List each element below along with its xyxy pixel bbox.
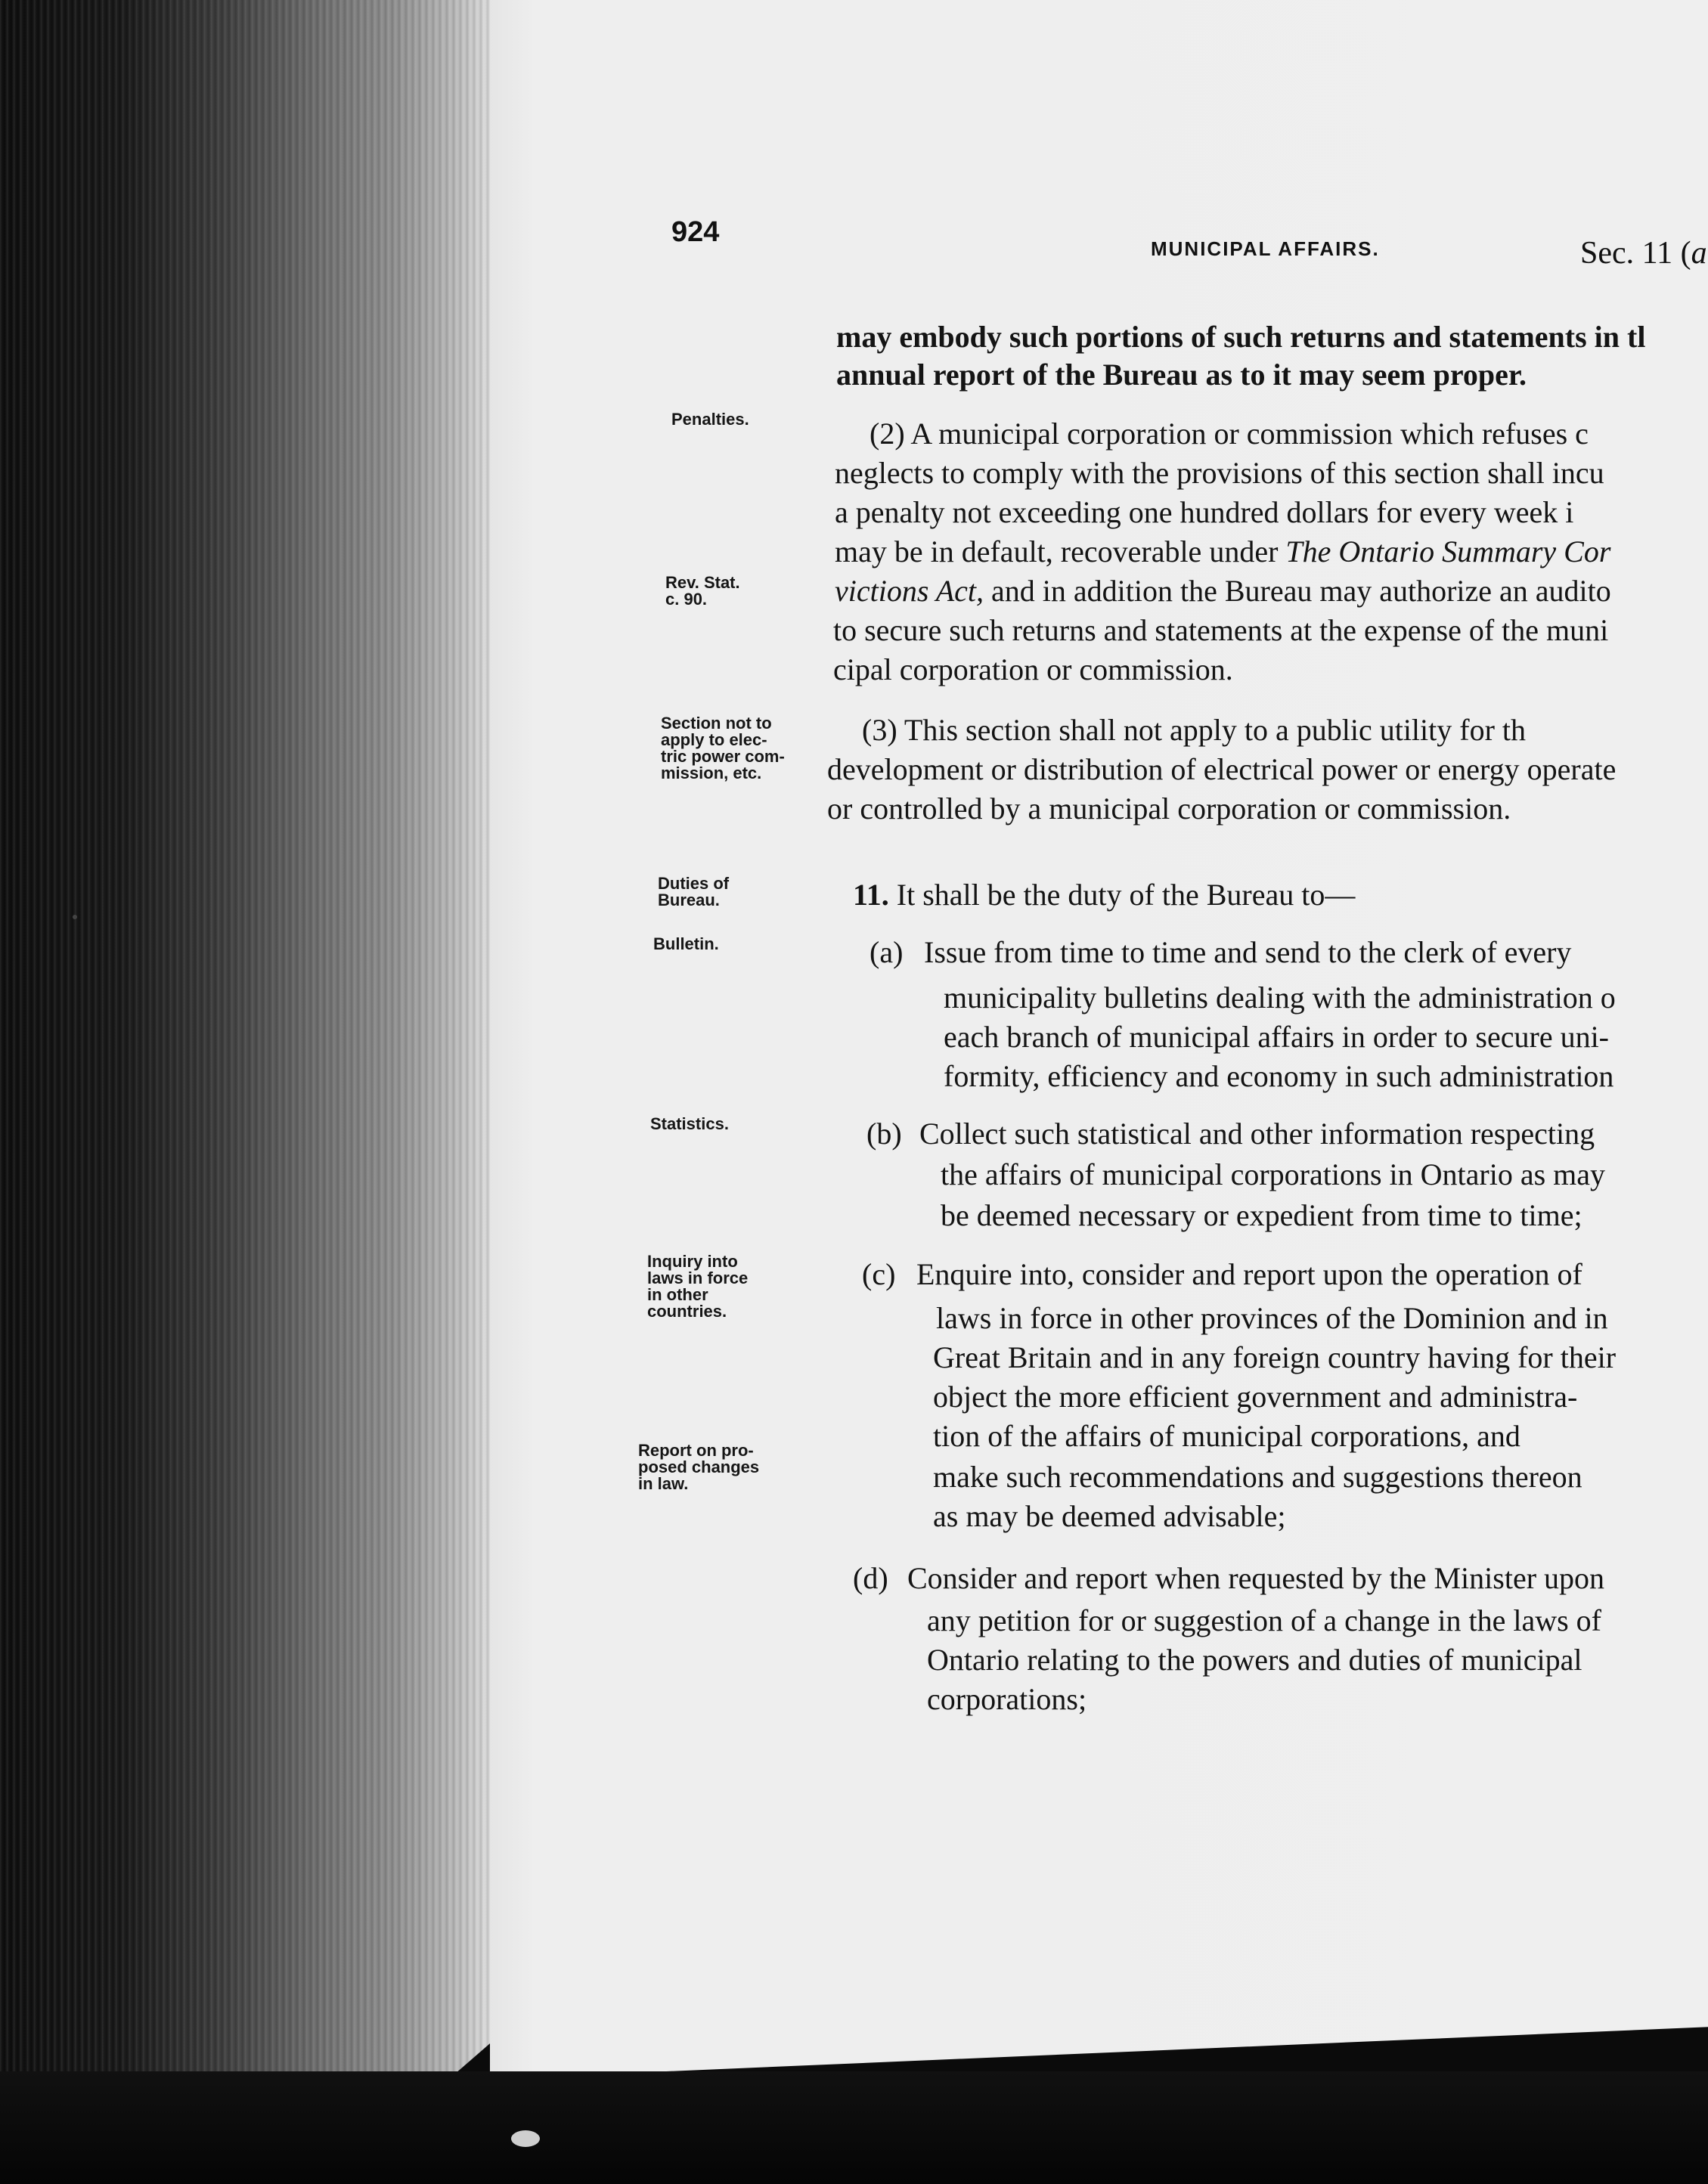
margin-note-penalties: Penalties. (671, 410, 749, 429)
text-line (835, 572, 1611, 611)
clause-label: (a) (869, 935, 904, 969)
text-line: to secure such returns and statements at the expense of the muni (833, 613, 1609, 647)
text-line: Enquire into, consider and report upon the operation of (916, 1257, 1582, 1291)
text-line: the affairs of municipal corporations in Ontario as may (941, 1157, 1606, 1191)
margin-note-statistics: Statistics. (650, 1114, 729, 1133)
text-line: annual report of the Bureau as to it may seem proper. (836, 358, 1527, 392)
margin-note-rev-stat: Rev. Stat. c. 90. (665, 573, 740, 609)
clause-label: (d) (853, 1561, 888, 1595)
section-reference (1580, 235, 1707, 271)
text-line: a penalty not exceeding one hundred dollars for every week i (835, 495, 1574, 529)
margin-note-section-not-to-apply: Section not to apply to elec- tric power com- mission, etc. (661, 714, 785, 782)
text-line: Collect such statistical and other information respecting (919, 1117, 1595, 1151)
text-line: make such recommendations and suggestions thereon (933, 1460, 1582, 1494)
text-line: neglects to comply with the provisions of this section shall incu (835, 456, 1604, 490)
running-title: MUNICIPAL AFFAIRS. (1151, 237, 1380, 260)
act-title: The Ontario Summary Cor (1285, 534, 1611, 568)
clause-label: (c) (862, 1257, 896, 1291)
text-line: development or distribution of electrical power or energy operate (827, 752, 1617, 786)
dust-speck (73, 915, 77, 919)
text-line: municipality bulletins dealing with the administration o (944, 980, 1616, 1015)
text-line: tion of the affairs of municipal corporations, and (933, 1419, 1520, 1453)
text-line: object the more efficient government and administra- (933, 1380, 1578, 1414)
act-title: victions Act, (835, 574, 984, 608)
text-run: may be in default, recoverable under (835, 534, 1286, 568)
clause-label: (b) (866, 1117, 902, 1151)
section-reference-prefix: Sec. 11 ( (1580, 236, 1691, 271)
text-line: be deemed necessary or expedient from time to time; (941, 1198, 1582, 1232)
text-line: any petition for or suggestion of a change in the laws of (927, 1603, 1601, 1637)
text-line: laws in force in other provinces of the Dominion and in (936, 1301, 1608, 1335)
text-line: (3) This section shall not apply to a public utility for th (862, 713, 1527, 747)
margin-note-duties-of-bureau: Duties of Bureau. (658, 874, 730, 909)
text-line: or controlled by a municipal corporation or commission. (827, 792, 1511, 826)
text-line: corporations; (927, 1682, 1087, 1716)
section-number: 11. (853, 878, 889, 912)
page-number: 924 (671, 216, 720, 248)
text-line: Ontario relating to the powers and duties of municipal (927, 1643, 1582, 1677)
text-line: may embody such portions of such returns and statements in tl (836, 320, 1646, 354)
section-11-heading (853, 875, 1355, 915)
text-line: Great Britain and in any foreign country having for their (933, 1340, 1617, 1374)
text-run: and in addition the Bureau may authorize an audito (984, 574, 1611, 608)
margin-note-report-on-changes: Report on pro- posed changes in law. (638, 1441, 760, 1493)
bottom-shadow (0, 2071, 1708, 2184)
text-line: cipal corporation or commission. (833, 652, 1233, 686)
text-line (835, 532, 1610, 572)
dust-speck (511, 2130, 540, 2147)
section-reference-letter: a (1691, 236, 1707, 271)
text-line: formity, efficiency and economy in such administration (944, 1059, 1614, 1093)
text-line: each branch of municipal affairs in order to secure uni- (944, 1020, 1609, 1054)
text-line: Consider and report when requested by the Minister upon (907, 1561, 1605, 1595)
text-line: as may be deemed advisable; (933, 1499, 1286, 1533)
text-line: (2) A municipal corporation or commission which refuses c (869, 417, 1589, 451)
margin-note-inquiry: Inquiry into laws in force in other countries. (647, 1252, 749, 1321)
text-run: It shall be the duty of the Bureau to— (888, 878, 1356, 912)
margin-note-bulletin: Bulletin. (653, 934, 719, 953)
page-edge-stack (0, 0, 529, 2184)
text-line: Issue from time to time and send to the clerk of every (924, 935, 1572, 969)
